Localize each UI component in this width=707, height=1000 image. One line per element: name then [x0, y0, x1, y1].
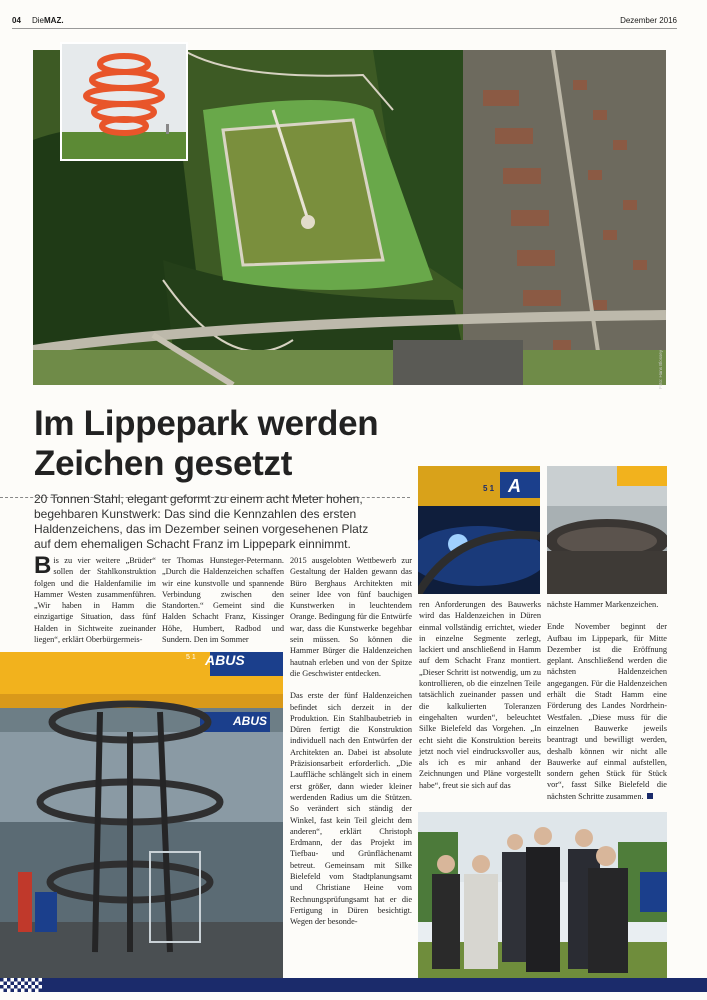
crane-number-small: 5 1: [483, 484, 495, 493]
sculpture-inset-photo: [60, 42, 188, 161]
text-column-1: [34, 552, 156, 656]
brand-name: MAZ.: [44, 16, 64, 25]
footer-checker-pattern: [0, 978, 42, 992]
paragraph: [547, 621, 667, 802]
group-photo: [418, 812, 667, 982]
page-number: 04: [12, 16, 21, 25]
factory-photo: [0, 652, 283, 982]
article-lead: 20 Tonnen Stahl, elegant geformt zu einem acht Meter hohen, begehbaren Kunstwerk: Das sind die Kennzahlen des ersten Haldenzeichens, das im Dezember seinen vorgesehenen Platz auf dem ehemaligen Schacht Franz im Lippepark einnimmt.: [34, 492, 369, 551]
crane-label-side: ABUS: [233, 714, 268, 728]
magazine-brand: [32, 16, 64, 25]
text-column-3: [290, 555, 412, 939]
text-column-5: [547, 599, 667, 813]
paragraph-text: is zu vier weitere „Brüder“ sollen der Stahlkonstruktion folgen und die Haldenfamilie im Hammer Westen zusammenführen. „Wir haben in Hamm die einzigartige Situation, dass fünf Halden in Sichtweite zueinander liegen“, erklärt Oberbürgermeis-: [34, 556, 156, 645]
article-headline: Im Lippepark werden Zeichen gesetzt: [34, 404, 379, 483]
end-mark: [647, 793, 653, 799]
header-rule: [12, 28, 677, 29]
crane-label-top: ABUS: [205, 652, 245, 668]
crane-number: 5 1: [186, 654, 196, 661]
issue-date: Dezember 2016: [620, 16, 677, 25]
crane-badge-letter: A: [508, 476, 521, 496]
steel-ring-photo: [547, 466, 667, 594]
paragraph: Das erste der fünf Haldenzeichen befindet sich derzeit in der Produktion. Ein Stahlbaubetrieb in Düren fertigt die Konstruktion individuell nach den Entwürfen der Architekten an. Dabei ist absolute Präzisionsarbeit erforderlich. „Die Lauffläche schlängelt sich in einem erst größer, dann wieder kleiner werdenden Radius um die Stützen. So verändert sich ständig der Winkel, fast kein Teil gleicht dem anderen“, erklärt Christoph Erdmann, der das Projekt im Tiefbau- und Grünflächenamt betreut. Gemeinsam mit Silke Bielefeld vom Stadtplanungsamt und Christiane Heine vom Rechnungsprüfungsamt hat er die Fertigung in Düren besichtigt. Wegen der besonde-: [290, 691, 412, 927]
paragraph: 2015 ausgelobten Wettbewerb zur Gestaltung der Halden gewann das Büro Berghaus Architekten mit seiner Idee von fünf bauchigen Kunstwerken in leuchtendem Orange. Bedingung für die Entwürfe war, dass die Kunstwerke begehbar sein müssen. So können die Hammer Bürger die Haldenzeichen hautnah erleben und von der Spitze die Geschwister entdecken.: [290, 556, 412, 678]
text-column-4: [419, 599, 541, 802]
paragraph: nächste Hammer Markenzeichen.: [547, 600, 659, 609]
paragraph: ren Anforderungen des Bauwerks wird das Haldenzeichen in Düren einmal vollständig errichtet, wieder in einzelne Segmente zerlegt, lackiert und anschließend in Hamm auf dem Schacht Franz montiert. „Dieser Schritt ist notwendig, um zu kontrollieren, ob die einzelnen Teile tatsächlich zueinander passen und die kalkulierten Toleranzen eingehalten wurden“, beleuchtet Silke Bielefeld das Vorgehen. „In echt sieht die Konstruktion bereits jetzt noch viel eindrucksvoller aus, als ich es mir anhand der Zeichnungen und Pläne vorgestellt habe“, freut sie sich auf das: [419, 600, 541, 790]
drop-cap: B: [34, 552, 52, 579]
welding-photo: [418, 466, 540, 594]
photo-credit: Foto: Hans Blossey: [658, 350, 663, 390]
paragraph: ter Thomas Hunsteger-Petermann. „Durch die Haldenzeichen schaffen wir eine kunstvolle und spannende Verbindung zwischen den Standorten.“ Gemeint sind die Halden Schacht Franz, Kissinger Höhe, Humbert, Radbod und Sundern. Den im Sommer: [162, 556, 284, 645]
brand-prefix: Die: [32, 16, 45, 25]
footer-band: [0, 978, 707, 992]
paragraph: [34, 552, 156, 645]
text-column-2: [162, 555, 284, 656]
paragraph-text: Ende November beginnt der Aufbau im Lippepark, für Mitte Dezember ist die Eröffnung geplant. Anschließend werden die nächsten Haldenzeichen angegangen. Für die Haldenzeichen erhält die Stadt Hamm eine Förderung des Landes Nordrhein-Westfalen. „Diese muss für die einzelnen Bauwerke jeweils beantragt und bewilligt werden, deshalb können wir nicht alle Bauwerke auf einmal aufstellen, sondern gehen Stück für Stück vor“, fasst Silke Bielefeld die nächsten Schritte zusammen.: [547, 622, 667, 801]
